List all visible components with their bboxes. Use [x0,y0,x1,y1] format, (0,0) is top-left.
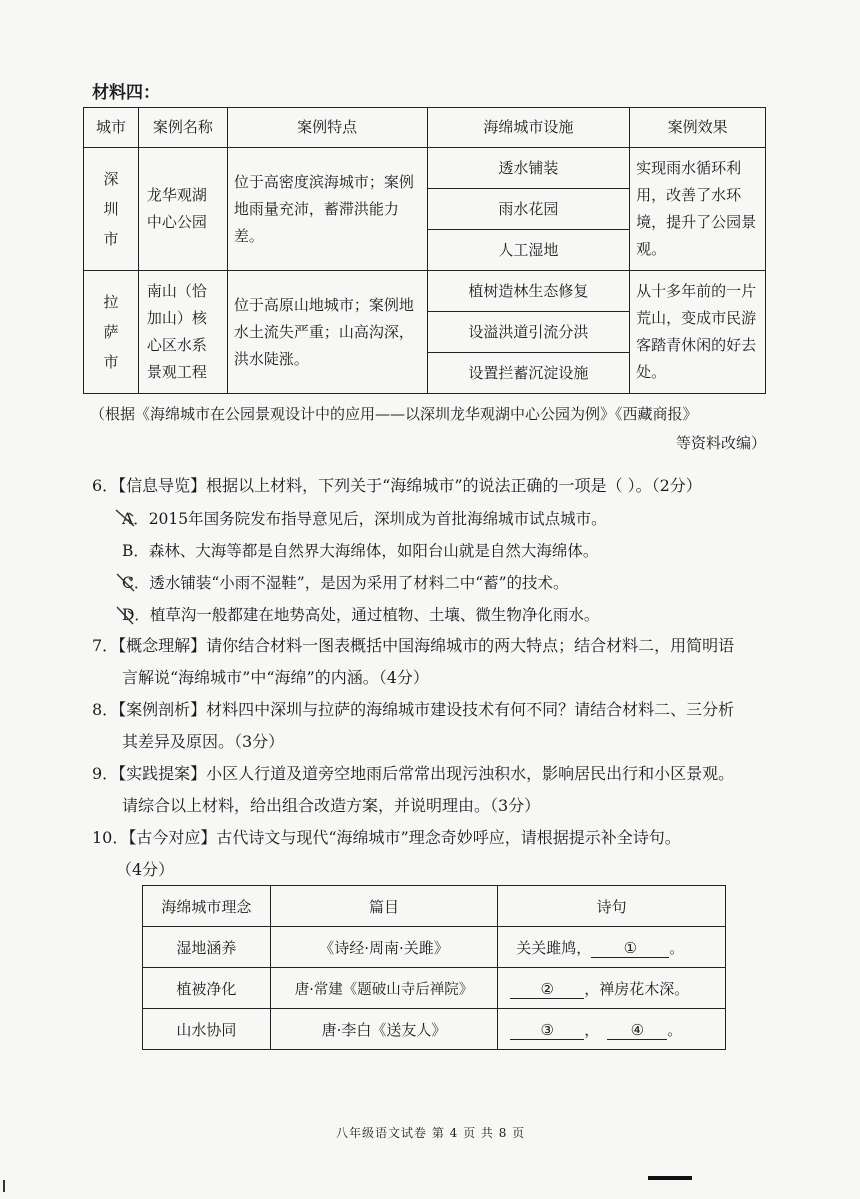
header-verse: 诗句 [498,886,726,927]
header-effect: 案例效果 [630,108,766,148]
option-b: B．森林、大海等都是自然界大海绵体，如阳台山就是自然大海绵体。 [122,542,599,560]
concept-cell: 山水协同 [143,1009,271,1050]
city-cell: 深 圳 市 [84,148,139,271]
question-9: 9．【实践提案】小区人行道及道旁空地雨后常常出现污浊积水，影响居民出行和小区景观。 请综合以上材料，给出组合改造方案，并说明理由。（3分） [92,764,735,815]
work-cell: 唐·李白《送友人》 [270,1009,498,1050]
facility-cell: 设置拦蓄沉淀设施 [427,353,630,394]
cross-mark-icon [114,571,136,593]
case-table [83,107,766,394]
case-name-cell: 龙华观湖中心公园 [138,148,227,271]
poem-table [142,885,726,1050]
question-8: 8．【案例剖析】材料四中深圳与拉萨的海绵城市建设技术有何不同？请结合材料二、三分析 其差异及原因。（3分） [92,700,735,751]
question-7: 7．【概念理解】请你结合材料一图表概括中国海绵城市的两大特点；结合材料二，用简明语 言解说“海绵城市”中“海绵”的内涵。（4分） [92,636,735,687]
facility-cell: 透水铺装 [427,148,630,189]
answer-blank-3[interactable]: ③ [510,1021,584,1040]
answer-blank-1[interactable]: ① [591,939,669,958]
work-cell: 《诗经·周南·关雎》 [270,927,498,968]
answer-blank-4[interactable]: ④ [607,1021,667,1040]
option-c: C．透水铺装“小雨不湿鞋”，是因为采用了材料二中“蓄”的技术。 [122,567,569,599]
case-features-cell: 位于高密度滨海城市；案例地雨量充沛，蓄滞洪能力差。 [227,148,427,271]
facility-cell: 植树造林生态修复 [427,271,630,312]
margin-mark [3,1180,5,1192]
case-effect-cell: 实现雨水循环利用，改善了水环境，提升了公园景观。 [630,148,766,271]
work-cell: 唐·常建《题破山寺后禅院》 [270,968,498,1009]
verse-cell: ② ，禅房花木深。 [498,968,726,1009]
cross-mark-icon [114,507,136,529]
concept-cell: 植被净化 [143,968,271,1009]
header-concept: 海绵城市理念 [143,886,271,927]
facility-cell: 设溢洪道引流分洪 [427,312,630,353]
header-facilities: 海绵城市设施 [427,108,630,148]
option-a: A．2015年国务院发布指导意见后，深圳成为首批海绵城市试点城市。 [122,503,607,535]
margin-mark [648,1176,692,1180]
page-footer: 八年级语文试卷 第 4 页 共 8 页 [336,1126,526,1140]
concept-cell: 湿地涵养 [143,927,271,968]
question-6: 6．【信息导览】根据以上材料，下列关于“海绵城市”的说法正确的一项是（ ）。（2分） [92,476,702,495]
verse-cell: 关关雎鸠， ① 。 [498,927,726,968]
case-effect-cell: 从十多年前的一片荒山，变成市民游客踏青休闲的好去处。 [630,271,766,394]
cross-mark-icon [114,603,136,625]
case-features-cell: 位于高原山地城市；案例地水土流失严重；山高沟深，洪水陡涨。 [227,271,427,394]
verse-cell: ③ ， ④ 。 [498,1009,726,1050]
facility-cell: 雨水花园 [427,189,630,230]
material-label: 材料四： [92,83,160,103]
header-case-name: 案例名称 [138,108,227,148]
option-d: D．植草沟一般都建在地势高处，通过植物、土壤、微生物净化雨水。 [122,599,599,631]
question-10: 10．【古今对应】古代诗文与现代“海绵城市”理念奇妙呼应，请根据提示补全诗句。 （4分） [92,828,681,879]
header-case-features: 案例特点 [227,108,427,148]
facility-cell: 人工湿地 [427,230,630,271]
source-note-line1: （根据《海绵城市在公园景观设计中的应用——以深圳龙华观湖中心公园为例》《西藏商报》 [90,405,698,423]
city-cell: 拉 萨 市 [84,271,139,394]
header-work: 篇目 [270,886,498,927]
source-note-line2: 等资料改编） [676,434,767,452]
header-city: 城市 [84,108,139,148]
answer-blank-2[interactable]: ② [510,980,584,999]
case-name-cell: 南山（恰加山）核心区水系景观工程 [138,271,227,394]
